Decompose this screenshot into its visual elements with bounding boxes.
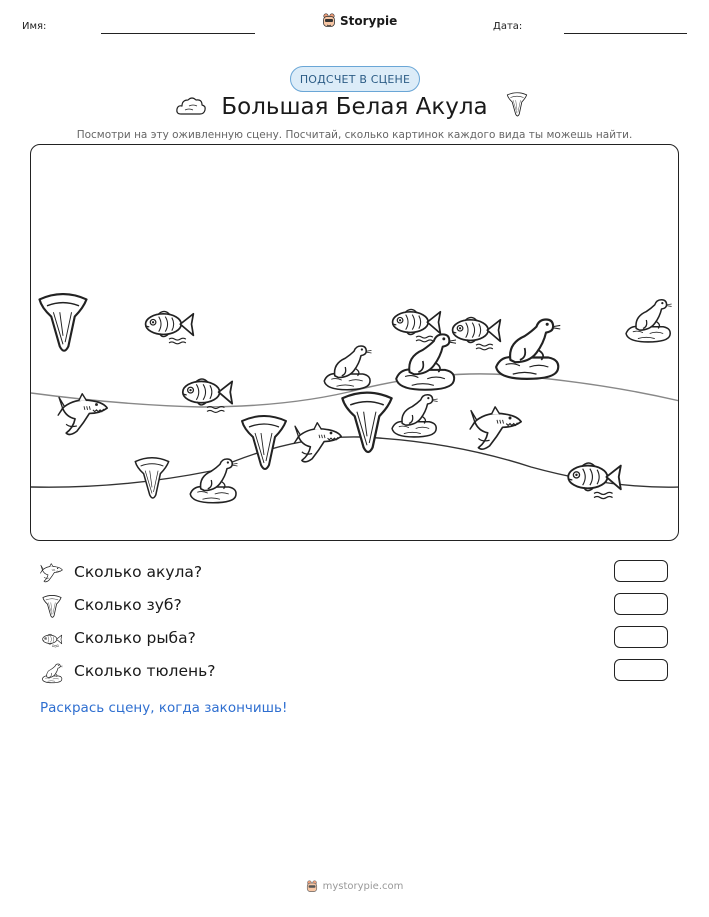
- shark-icon: [40, 562, 64, 586]
- question-text: Сколько рыба?: [74, 629, 196, 647]
- brand-logo: [322, 13, 397, 28]
- scene-drawing: [31, 145, 679, 541]
- answer-box[interactable]: [614, 626, 668, 648]
- seal-1: [324, 346, 371, 390]
- seal-3: [496, 320, 560, 379]
- coloring-note: Раскрась сцену, когда закончишь!: [40, 700, 288, 716]
- tooth-4: [135, 458, 168, 498]
- seal-2: [396, 334, 456, 389]
- seal-6: [190, 459, 237, 503]
- question-row-fish: [38, 626, 670, 654]
- tooth-2: [242, 416, 286, 469]
- question-text: Сколько тюлень?: [74, 662, 216, 680]
- question-text: Сколько зуб?: [74, 596, 182, 614]
- fish-5: [568, 463, 621, 499]
- fish-2: [183, 379, 232, 412]
- seal-5: [392, 395, 438, 437]
- counting-scene: [30, 144, 679, 541]
- fish-icon: [40, 628, 64, 652]
- page-title: Большая Белая Акула: [221, 94, 488, 120]
- tooth-1: [39, 294, 86, 351]
- tooth-title-icon: [506, 92, 528, 118]
- date-field[interactable]: [564, 33, 687, 34]
- name-field[interactable]: [101, 33, 255, 34]
- shark-1: [58, 394, 107, 435]
- answer-box[interactable]: [614, 659, 668, 681]
- date-label: Дата:: [493, 21, 523, 32]
- storypie-footer-icon: [306, 880, 318, 893]
- seal-icon: [40, 661, 64, 685]
- seal-4: [626, 300, 672, 342]
- fish-4: [453, 317, 501, 349]
- question-row-tooth: [38, 593, 670, 621]
- storypie-logo-icon: [322, 13, 336, 28]
- footer: [0, 880, 709, 893]
- answer-box[interactable]: [614, 593, 668, 615]
- shark-3: [470, 407, 521, 449]
- tooth-3: [342, 393, 391, 452]
- name-label: Имя:: [22, 21, 47, 32]
- question-row-seal: [38, 659, 670, 687]
- footer-url[interactable]: mystorypie.com: [322, 881, 404, 892]
- answer-box[interactable]: [614, 560, 668, 582]
- shark-2: [294, 423, 341, 462]
- brand-name: Storypie: [340, 13, 398, 28]
- question-row-shark: [38, 560, 670, 588]
- fish-3: [393, 309, 441, 341]
- question-text: Сколько акула?: [74, 563, 203, 581]
- instructions: Посмотри на эту оживленную сцену. Посчитай, сколько картинок каждого вида ты можешь найти.: [76, 129, 633, 141]
- fish-1: [146, 311, 194, 343]
- activity-badge: ПОДСЧЕТ В СЦЕНЕ: [290, 66, 420, 92]
- tooth-icon: [40, 595, 64, 619]
